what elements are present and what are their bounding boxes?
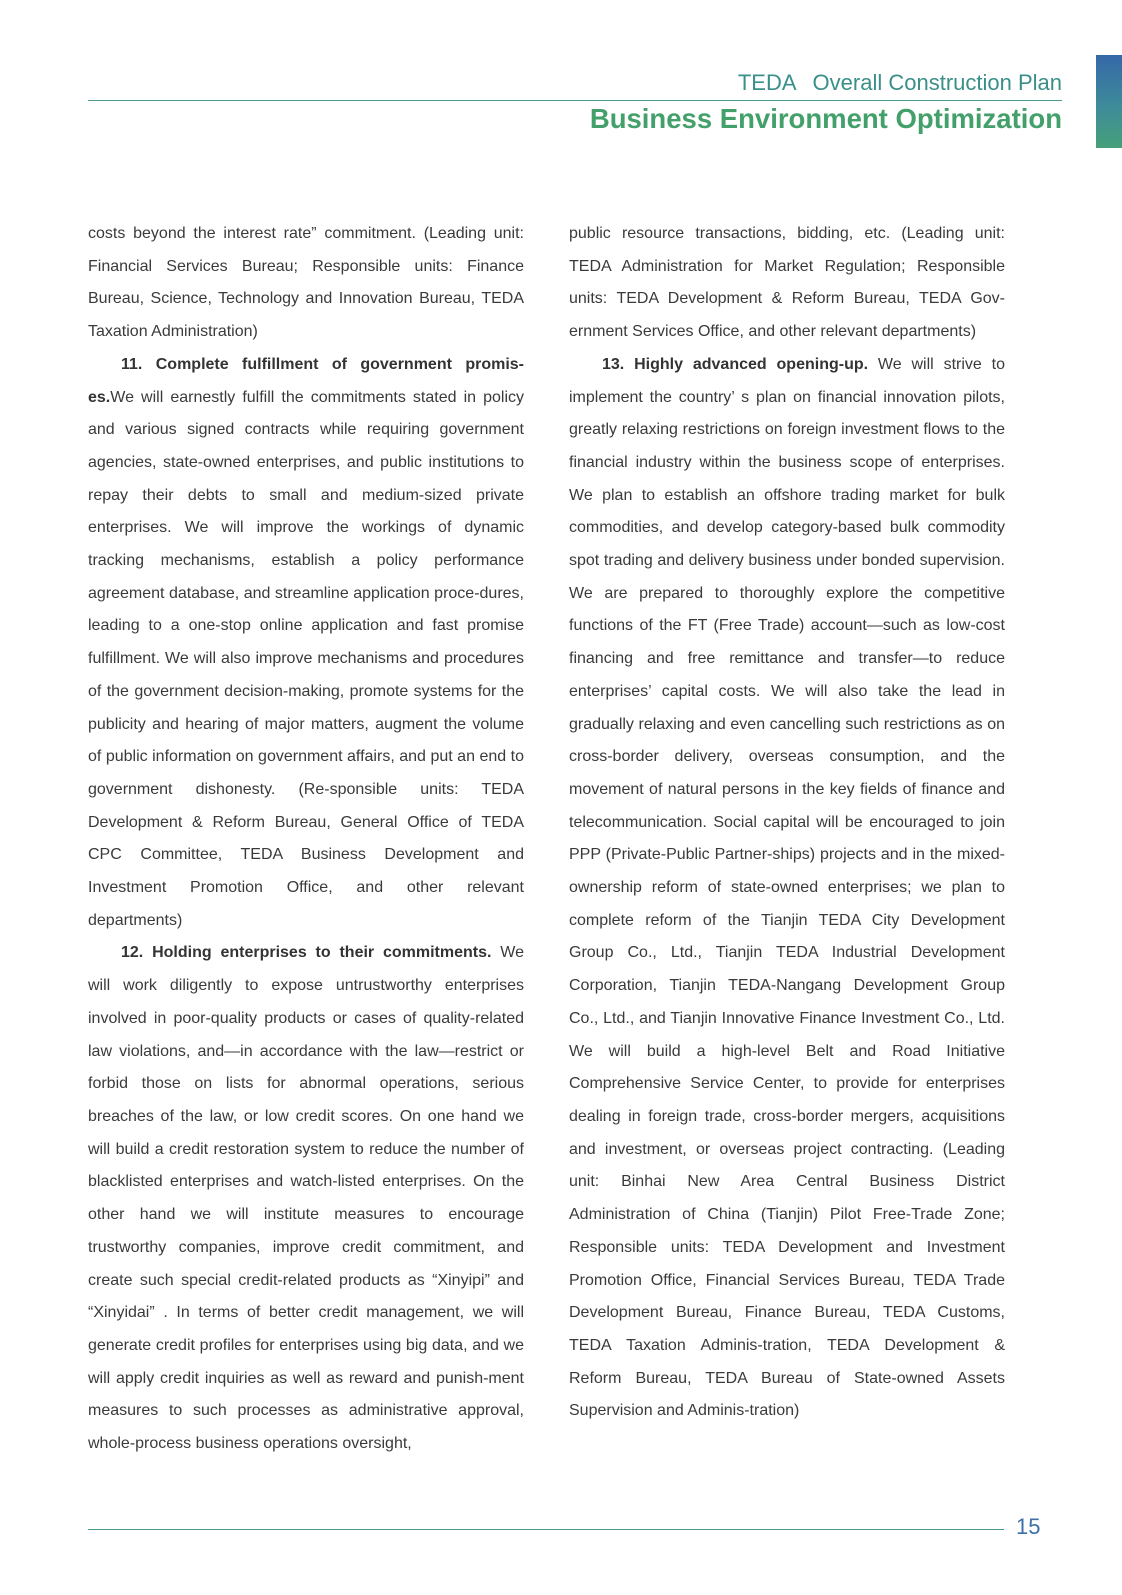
section-title: Business Environment Optimization <box>589 103 1062 134</box>
paragraph-item-11 <box>88 349 524 938</box>
left-column <box>88 218 524 1461</box>
item-body: We will work diligently to expose untrustworthy enterprises involved in poor-quality products or cases of quality-related law violations, and—in accordance with the law—restrict or forbid those on lists for abnormal operations, serious breaches of the law, or low credit scores. On one hand we will build a credit restoration system to reduce the number of blacklisted enterprises and watch-listed enterprises. On the other hand we will institute measures to encourage trustworthy companies, improve credit commitment, and create such special credit-related products as “Xinyipi” and “Xinyidai” . In terms of better credit management, we will generate credit profiles for enterprises using big data, and we will apply credit inquiries as well as reward and punish-ment measures to such processes as administrative approval, whole-process business operations oversight, <box>88 944 525 1453</box>
item-body: We will earnestly fulfill the commitments stated in policy and various signed contracts while requiring government agencies, state-owned enterprises, and public institutions to repay their debts to small and medium-sized private enterprises. We will improve the workings of dynamic tracking mechanisms, establish a policy performance agreement database, and streamline application proce-dures, leading to a one-stop online application and fast promise fulfillment. We will also improve mechanisms and procedures of the government decision-making, promote systems for the publicity and hearing of major matters, augment the volume of public information on government affairs, and put an end to government dishonesty. (Re-sponsible units: TEDA Development & Reform Bureau, General Office of TEDA CPC Committee, TEDA Business Development and Investment Promotion Office, and other relevant departments) <box>88 388 524 929</box>
paragraph-item-12 <box>88 937 524 1460</box>
side-color-tab <box>1096 55 1122 148</box>
header-plan: Overall Construction Plan <box>812 70 1062 95</box>
header-kicker <box>738 70 1062 96</box>
paragraph-continued: costs beyond the interest rate” commitment. (Leading unit: Financial Services Bureau; Responsible units: Finance Bureau, Science, Technology and Innovation Bureau, TEDA Taxation Administration) <box>88 225 524 341</box>
header-org: TEDA <box>737 70 797 95</box>
item-heading: 13. Highly advanced opening-up. <box>602 355 869 373</box>
right-column <box>569 218 1005 1428</box>
footer-divider <box>88 1529 1004 1530</box>
item-body: We will strive to implement the country’ s plan on financial innovation pilots, greatly relaxing restrictions on foreign investment flows to the financial industry within the business scope of enterprises. We plan to establish an offshore trading market for bulk commodities, and develop category-based bulk commodity spot trading and delivery business under bonded supervision. We are prepared to thoroughly explore the competitive functions of the FT (Free Trade) account—such as low-cost financing and free remittance and transfer—to reduce enterprises’ capital costs. We will also take the lead in gradually relaxing and even cancelling such restrictions as on cross-border delivery, overseas consumption, and the movement of natural persons in the key fields of finance and telecommunication. Social capital will be encouraged to join PPP (Private-Public Partner-ships) projects and in the mixed-ownership reform of state-owned enterprises; we plan to complete reform of the Tianjin TEDA City Development Group Co., Ltd., Tianjin TEDA Industrial Development Corporation, Tianjin TEDA-Nangang Development Group Co., Ltd., and Tianjin Innovative Finance Investment Co., Ltd. We will build a high-level Belt and Road Initiative Comprehensive Service Center, to provide for enterprises dealing in foreign trade, cross-border mergers, acquisitions and investment, or overseas project contracting. (Leading unit: Binhai New Area Central Business District Administration of China (Tianjin) Pilot Free-Trade Zone; Responsible units: TEDA Development and Investment Promotion Office, Financial Services Bureau, TEDA Trade Development Bureau, Finance Bureau, TEDA Customs, TEDA Taxation Adminis-tration, TEDA Development & Reform Bureau, TEDA Bureau of State-owned Assets Supervision and Adminis-tration) <box>569 355 1006 1420</box>
item-heading: 11. Complete fulfillment of government promis-es. <box>88 355 524 406</box>
page-number: 15 <box>1016 1514 1041 1539</box>
paragraph-item-13 <box>569 349 1005 1428</box>
header-divider <box>88 100 1062 101</box>
paragraph-continued: public resource transactions, bidding, etc. (Leading unit: TEDA Administration for Market Regulation; Responsible units: TEDA Development & Reform Bureau, TEDA Gov-ernment Services Office, and other relevant departments) <box>569 225 1005 341</box>
item-heading: 12. Holding enterprises to their commitments. <box>121 944 492 962</box>
